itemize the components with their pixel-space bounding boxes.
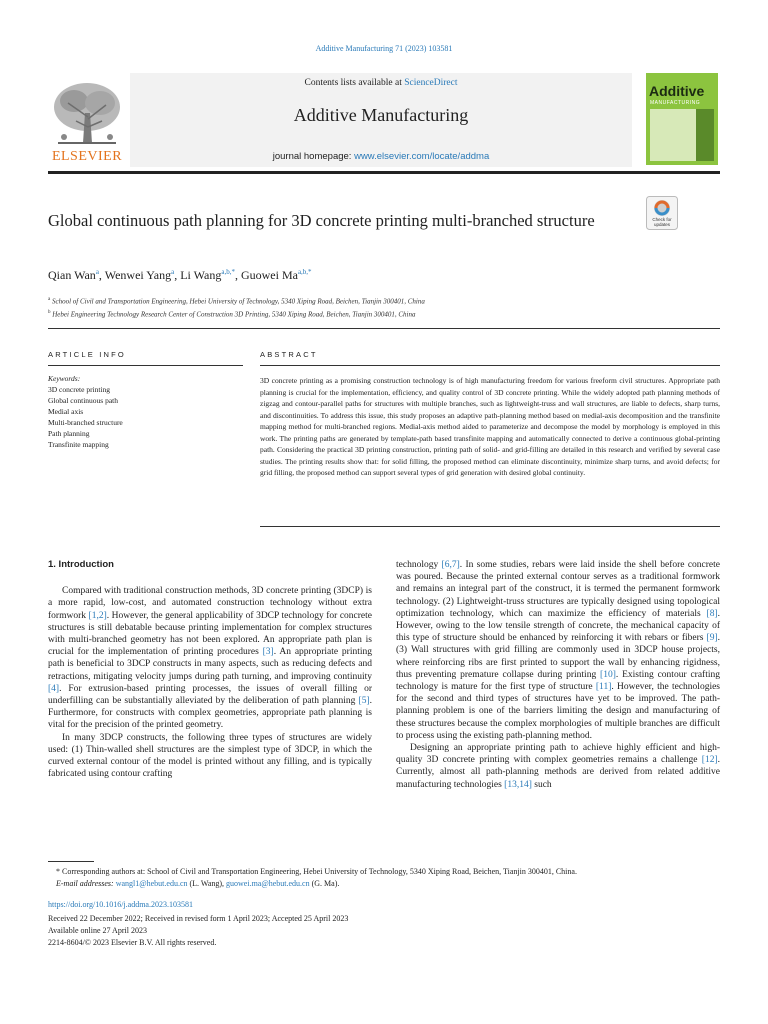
keyword-item: Transfinite mapping [48,440,109,449]
contents-prefix: Contents lists available at [304,78,405,88]
paragraph-text: . For extrusion-based printing processes, the issues of overall filling or underfilling can be substantially alleviated by the deliberation of path planning [48,683,372,707]
author-name[interactable]: Qian Wan [48,268,96,282]
cover-subtitle: MANUFACTURING [650,100,701,106]
author-affil-mark[interactable]: a,b,* [297,268,312,276]
citation-reference-link[interactable]: [12] [701,755,718,766]
citation-reference-link[interactable]: [9] [706,633,718,644]
cover-strip [696,109,714,161]
paragraph-text: . Currently, almost all path-planning methods are derived from related additive manufacturing technologies [396,755,720,790]
email-owner: (L. Wang), [187,879,227,888]
affiliation-item: $^b$ Hebei Engineering Technology Research Center of Construction 3D Printing, 5340 Xiping Road, Beichen, Tianjin 300401, China [48,310,416,319]
email-link[interactable]: guowei.ma@hebut.edu.cn [226,879,310,888]
abstract-rule [260,365,720,366]
homepage-link[interactable]: www.elsevier.com/locate/addma [354,151,490,162]
citation-reference-link[interactable]: [4] [48,683,60,694]
section-heading-introduction: 1. Introduction [48,559,114,570]
received-dates: Received 22 December 2022; Received in revised form 1 April 2023; Accepted 25 April 2023 [48,914,349,923]
citation-reference-link[interactable]: [6,7] [441,560,460,570]
paragraph-text: . (3) Wall structures with grid filling are commonly used in 3DCP house projects, where reinforcing ribs are first printed to support the wall by enhancing rigidness, thus preventing premature collapse during printing [396,633,720,680]
author-name[interactable]: Li Wang [180,268,222,282]
paragraph [48,732,372,781]
author-affil-mark[interactable]: a,b,* [221,268,235,276]
abstract-heading: ABSTRACT [260,350,318,359]
doi-link[interactable]: https://doi.org/10.1016/j.addma.2023.103581 [48,900,193,909]
footnote [56,866,720,890]
keywords-label: Keywords: [48,374,81,383]
footnote-rule [48,861,94,862]
keyword-item: Global continuous path [48,396,118,405]
email-label: E-mail addresses: [56,879,116,888]
journal-homepage-line [130,151,632,162]
paragraph-text: . However, the general applicability of 3DCP technology for concrete structures is still debatable because printing implementation for complex structures with multi-branched geometry has not been explored. An appropriate path plan is crucial for the implementation of printing procedures [48,610,372,658]
citation-reference-link[interactable]: [5] [358,696,370,707]
keyword-item: 3D concrete printing [48,385,111,394]
citation-reference-link[interactable]: [3] [262,647,274,658]
affiliation-item: $^a$ School of Civil and Transportation Engineering, Hebei University of Technology, 5340 Xiping Road, Beichen, Tianjin 300401, China [48,297,425,306]
paragraph-text: In many 3DCP constructs, the following three types of structures are widely used: (1) Thin-walled shell structures are the simplest type of 3DCP, in which the curved external contour of the model is printed without any filling, and is typically fabricated using contour crafting [48,732,372,780]
author-affil-mark[interactable]: a [95,268,99,276]
email-owner: (G. Ma). [309,879,340,888]
keywords-list [48,373,243,450]
author-name[interactable]: Guowei Ma [240,268,298,282]
body-column-right [396,559,720,791]
article-title: Global continuous path planning for 3D concrete printing multi-branched structure [48,211,595,230]
paragraph-text: technology [396,560,442,570]
email-line [56,878,720,890]
journal-name: Additive Manufacturing [293,105,469,125]
author-list: Qian Wan$^a$, Wenwei Yang$^a$, Li Wang$^{a,b,*}$, Guowei $Ma^{a,b,*}$ [48,268,312,282]
keyword-item: Medial axis [48,407,84,416]
paragraph-text: . An appropriate printing path is beneficial to 3DCP constructs in many aspects, such as reducing defects and retractions, mitigating velocity jumps during path turning, and improving continuity [48,647,372,682]
citation-reference-link[interactable]: [8] [706,608,718,619]
keyword-item: Path planning [48,429,90,438]
citation-reference-link[interactable]: [1,2] [88,610,107,621]
paragraph-text: . However, the technologies for the second and third types of structures have yet to be improved. The path-planning problem is one of the barriers limiting the design and manufacturing of these structures because the complex morphologies of multiple branches are difficult to process using the existing path-planning method. [396,682,721,741]
check-for-updates-icon[interactable] [646,196,678,230]
journal-cover-thumbnail[interactable] [646,73,718,165]
homepage-label: journal homepage: [272,151,355,162]
body-column-left [48,559,372,780]
publisher-name: ELSEVIER [51,149,123,164]
sciencedirect-link[interactable]: ScienceDirect [404,78,458,88]
paragraph-text: Designing an appropriate printing path to achieve highly efficient and high-quality 3D concrete printing with complex geometries remains a challenge [396,743,720,766]
author-name[interactable]: Wenwei Yang [104,268,172,282]
paragraph-text: . Furthermore, for constructs with complex geometries, appropriate path planning is vital for the precision of the printed geometry. [48,696,372,731]
affiliations [48,294,425,321]
paragraph [48,585,372,731]
paragraph-text: . However, owing to the low tensile strength of concrete, the mechanical capacity of this type of structure should be enhanced by reinforcing it with rebars or fibers [396,608,720,644]
paragraph-text: Compared with traditional construction methods, 3D concrete printing (3DCP) is a more rapid, low-cost, and automated construction technology without extra formwork [48,586,372,621]
paragraph [396,559,720,742]
paragraph-text: . In some studies, rebars were laid inside the shell before concrete was poured. Because the printed external contour serves as a traditional formwork and remains an integral part of the construct, it is termed the permanent formwork technology. (2) Lightweight-truss structures are typically designed using topological optimization technology, which can maximize the efficiency of materials [396,560,721,619]
online-date: Available online 27 April 2023 [48,926,147,935]
citation-reference-link[interactable]: [13,14] [504,779,532,790]
paragraph-text: such [531,779,552,790]
abstract-bottom-rule [260,526,720,527]
paragraph-text: . Existing contour crafting technology is mature for the first type of structure [396,669,720,693]
email-link[interactable]: wangl1@hebut.edu.cn [115,879,188,888]
journal-citation[interactable]: Additive Manufacturing 71 (2023) 103581 [315,44,453,53]
contents-available-line [130,78,632,88]
article-info-rule [48,365,243,366]
svg-text:updates: updates [653,222,671,227]
cover-title: Additive [649,83,705,99]
abstract-text: 3D concrete printing as a promising construction technology is of high manufacturing freedom for various freeform civil structures. Appropriate path planning is crucial for the implementation, efficiency, and quality control of 3D concrete printing. While the widely adopted path planning methods of zigzag and contour-parallel paths for structures with multiple branches, such as lightweight-truss and wall structures, are liable to defects, sharp turns, and discontinuities. To address this issue, this study proposes an adaptive path-planning method based on medial-axis decomposition and the transfinite mapping method for multi-branched regions. Medial-axis method aided to parameterize and decompose the model by morphology is employed in this work. The printing paths are generated by template-path based transfinite mapping and automatically connected to derive a continuous global-printing path. Considering the practical 3D printing construction, printing path of solid- and grid-filling are detailed in this research and verified by several case studies. The printing results show that: for solid filling, the proposed method can eliminate discontinuity, minimize sharp turns, and avoid defects; for grid filling, the proposed method can support several types of grid generation with desired global continuity. [260,376,720,477]
header-rule [48,171,720,174]
copyright-line: 2214-8604/© 2023 Elsevier B.V. All rights reserved. [48,938,217,947]
keyword-item: Multi-branched structure [48,418,123,427]
section-rule [48,328,720,329]
paragraph [396,742,720,791]
citation-reference-link[interactable]: [10] [600,669,616,680]
svg-text:Check for: Check for [652,217,672,222]
citation-reference-link[interactable]: [11] [595,682,612,693]
corresponding-author-note: * Corresponding authors at: School of Civil and Transportation Engineering, Hebei University of Technology, 5340 Xiping Road, Beichen, Tianjin 300401, China. [56,867,577,876]
author-affil-mark[interactable]: a [171,268,175,276]
article-info-heading: ARTICLE INFO [48,350,126,359]
